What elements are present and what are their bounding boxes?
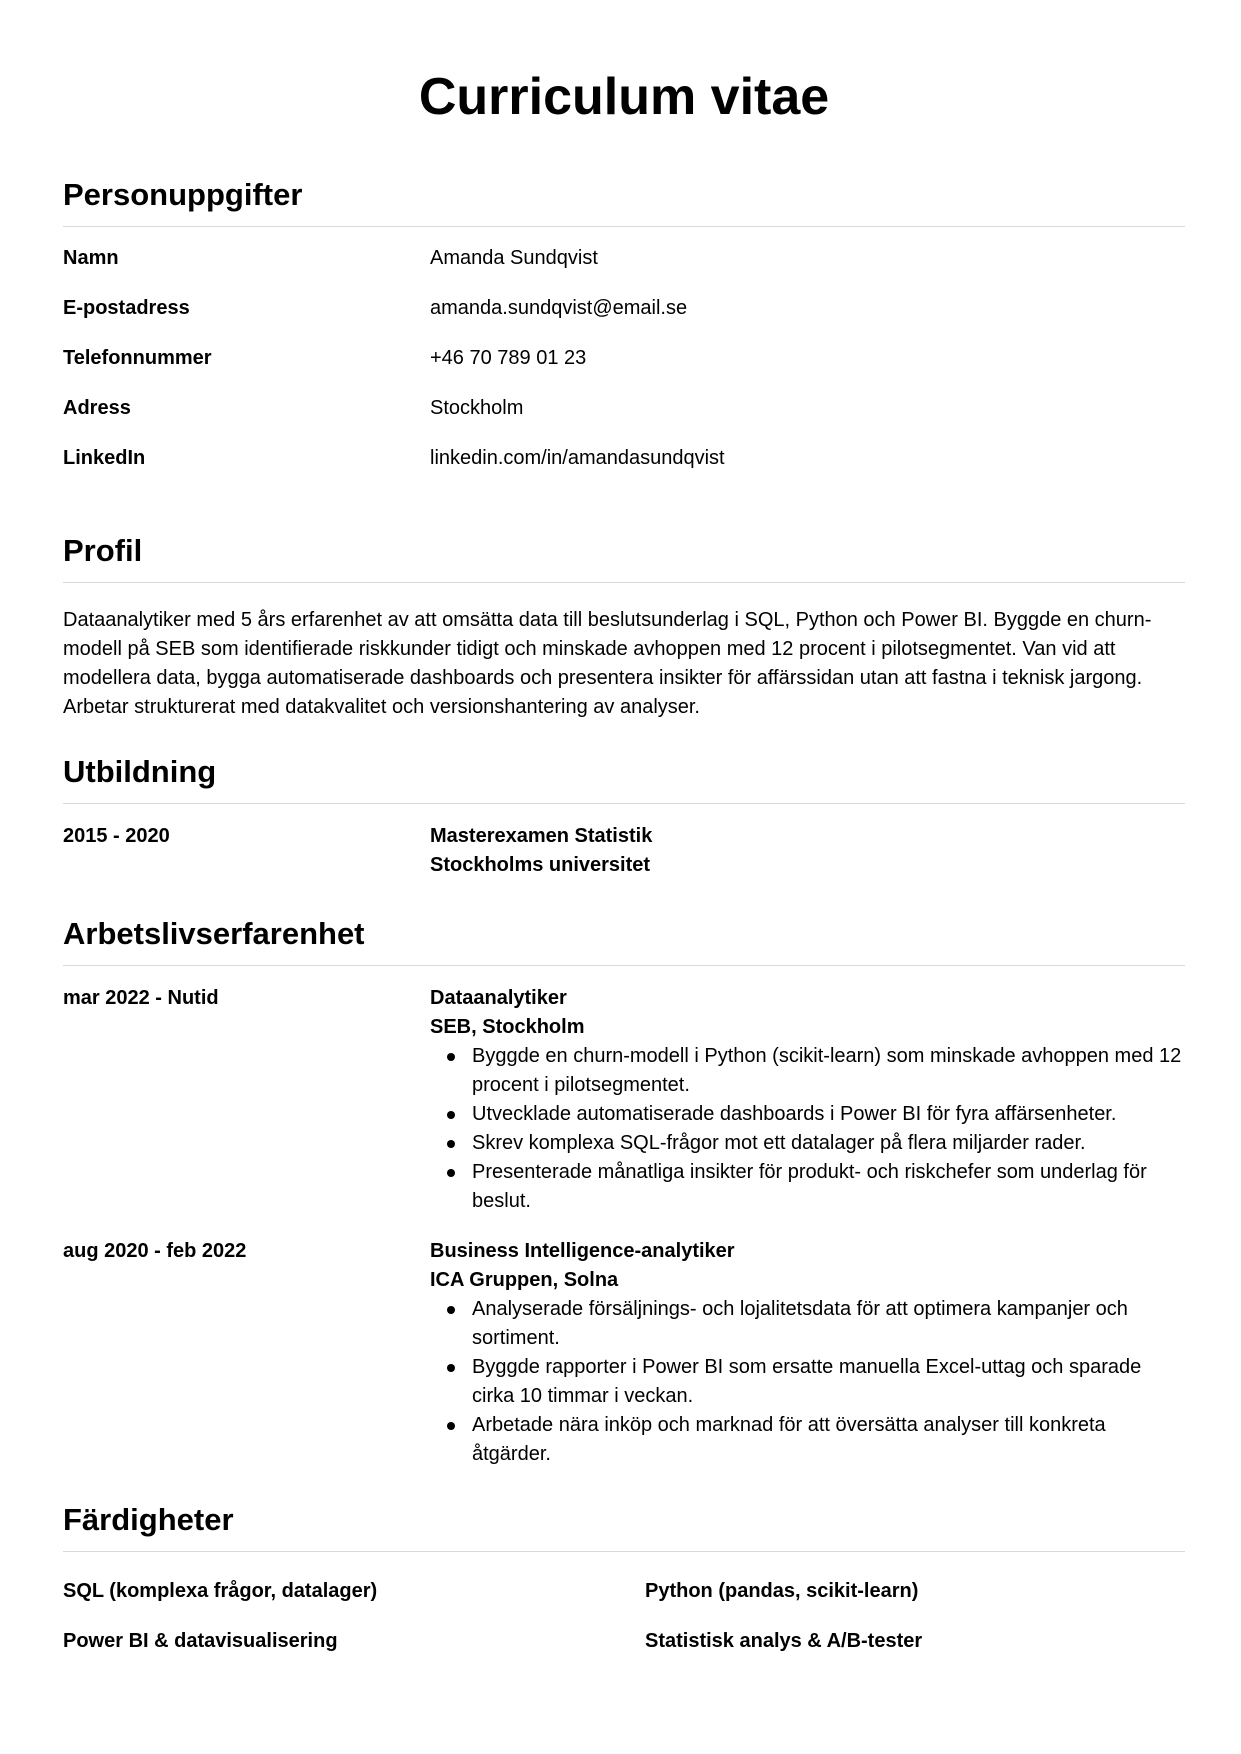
skills-grid [63,1577,1185,1656]
education-entry [63,822,1185,880]
personal-row-email [63,294,1185,323]
section-experience [63,915,1185,1469]
section-heading-skills: Färdigheter [63,1501,1185,1552]
entry-dates: mar 2022 - Nutid [63,987,219,1009]
bullet-item: Byggde en churn-modell i Python (scikit-learn) som minskade avhoppen med 12 procent i pilotsegmentet. [472,1042,1185,1100]
entry-dates: 2015 - 2020 [63,825,170,847]
section-personal [63,176,1185,473]
entry-org: ICA Gruppen, Solna [430,1269,619,1291]
bullet-item: Arbetade nära inköp och marknad för att översätta analyser till konkreta åtgärder. [472,1411,1185,1469]
section-heading-personal: Personuppgifter [63,176,1185,227]
personal-label: Namn [63,247,119,269]
personal-row-name [63,244,1185,273]
entry-bullets [430,1295,1185,1469]
entry-title: Masterexamen Statistik [430,825,653,847]
personal-label: Adress [63,397,131,419]
page-title: Curriculum vitae [418,68,830,126]
entry-bullets [430,1042,1185,1216]
personal-value: Amanda Sundqvist [430,247,598,269]
entry-title: Dataanalytiker [430,987,567,1009]
section-heading-experience: Arbetslivserfarenhet [63,915,1185,966]
section-skills [63,1501,1185,1656]
experience-entry [63,1237,1185,1469]
entry-dates: aug 2020 - feb 2022 [63,1240,247,1262]
section-heading-education: Utbildning [63,753,1185,804]
personal-label: LinkedIn [63,447,146,469]
personal-row-linkedin [63,444,1185,473]
entry-body [430,984,1185,1216]
skill-item: SQL (komplexa frågor, datalager) [63,1580,378,1602]
bullet-item: Byggde rapporter i Power BI som ersatte manuella Excel-uttag och sparade cirka 10 timmar i veckan. [472,1353,1185,1411]
personal-value: Stockholm [430,397,524,419]
bullet-item: Presenterade månatliga insikter för produkt- och riskchefer som underlag för beslut. [472,1158,1185,1216]
experience-entry [63,984,1185,1216]
personal-row-phone [63,344,1185,373]
entry-org: SEB, Stockholm [430,1016,585,1038]
personal-row-address [63,394,1185,423]
personal-value: linkedin.com/in/amandasundqvist [430,447,725,469]
entry-org: Stockholms universitet [430,854,651,876]
entry-body [430,1237,1185,1469]
entry-title: Business Intelligence-analytiker [430,1240,735,1262]
bullet-item: Utvecklade automatiserade dashboards i Power BI för fyra affärsenheter. [472,1100,1185,1129]
skill-item: Python (pandas, scikit-learn) [645,1580,919,1602]
personal-value: amanda.sundqvist@email.se [430,297,688,319]
personal-value: +46 70 789 01 23 [430,347,587,369]
skill-item: Power BI & datavisualisering [63,1630,338,1652]
personal-list [63,244,1185,473]
personal-label: E-postadress [63,297,190,319]
section-education [63,753,1185,880]
bullet-item: Skrev komplexa SQL-frågor mot ett datalager på flera miljarder rader. [472,1129,1185,1158]
profile-text: Dataanalytiker med 5 års erfarenhet av att omsätta data till beslutsunderlag i SQL, Python och Power BI. Byggde en churn-modell på SEB som identifierade riskkunder tidigt och minskade avhoppen med 12 procent i pilotsegmentet. Van vid att modellera data, bygga automatiserade dashboards och presentera insikter för affärssidan utan att fastna i teknisk jargong. Arbetar strukturerat med datakvalitet och versionshantering av analyser. [63,609,1152,718]
entry-body [430,822,1185,880]
section-profile [63,532,1185,722]
section-heading-profile: Profil [63,532,1185,583]
skill-item: Statistisk analys & A/B-tester [645,1630,923,1652]
bullet-item: Analyserade försäljnings- och lojalitetsdata för att optimera kampanjer och sortiment. [472,1295,1185,1353]
personal-label: Telefonnummer [63,347,212,369]
